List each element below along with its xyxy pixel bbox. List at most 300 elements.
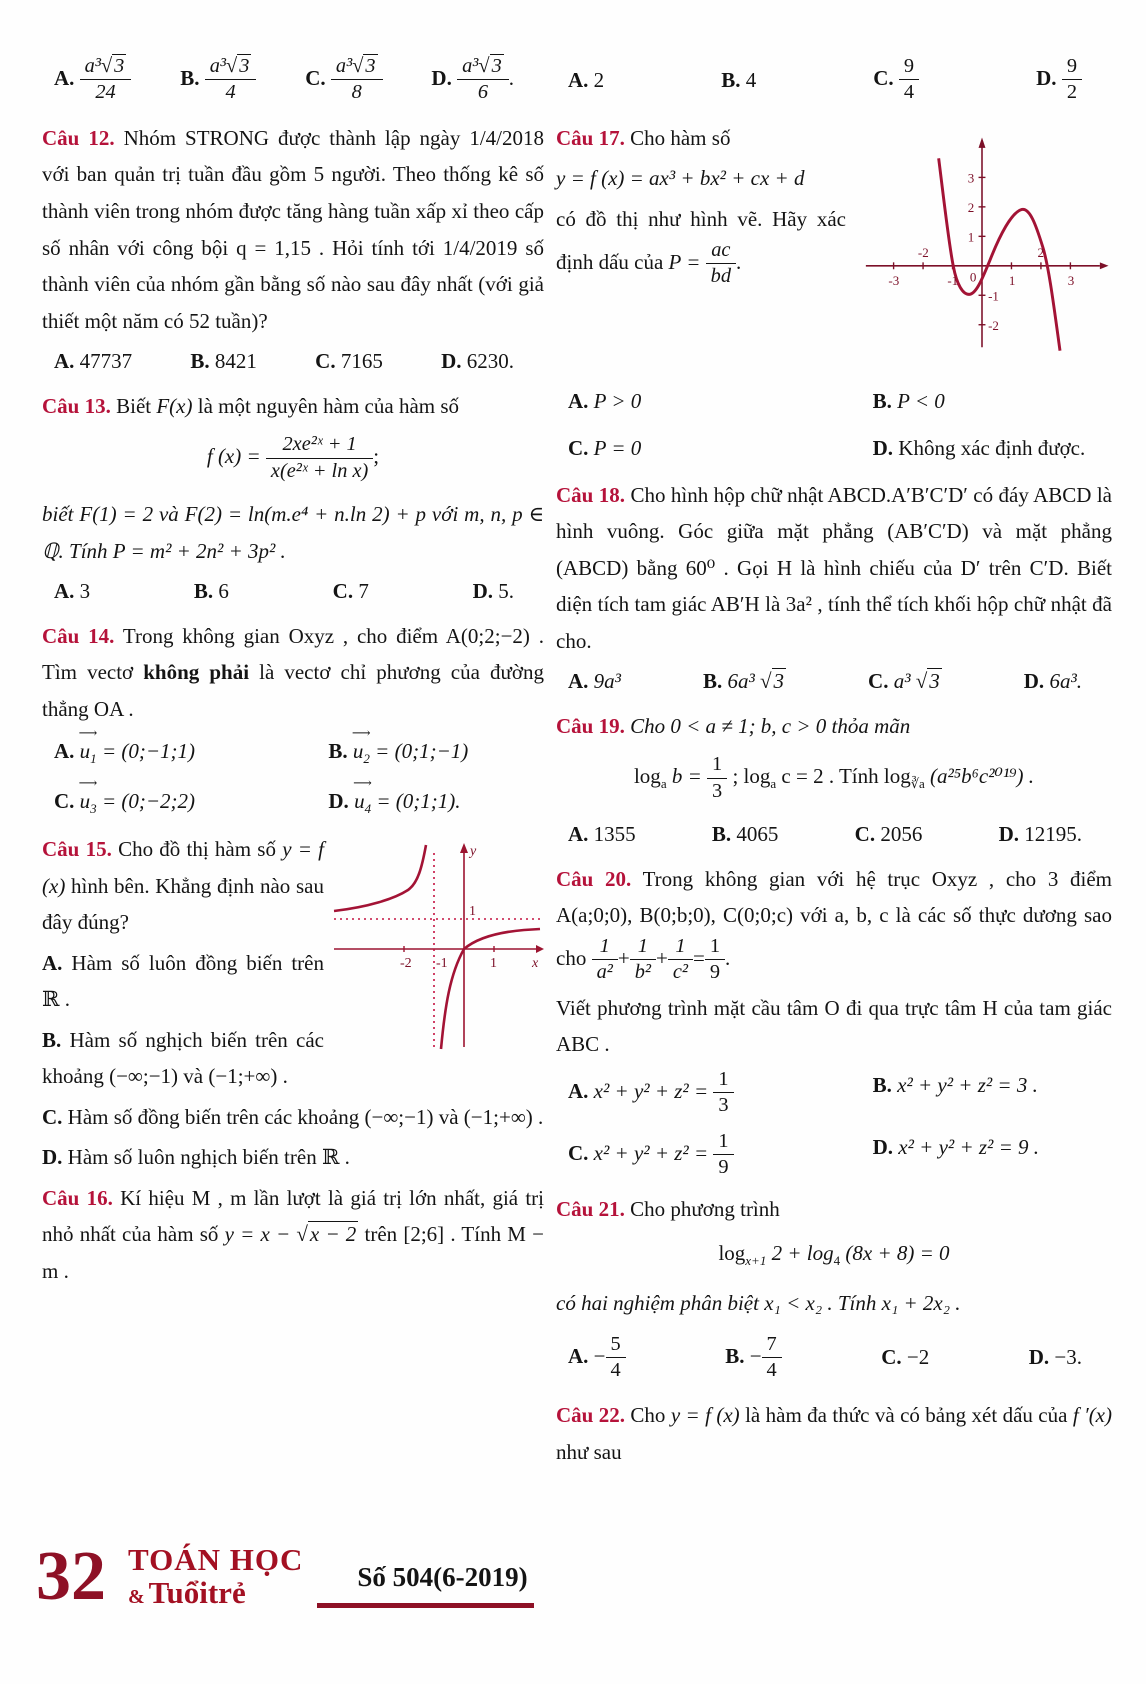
radicand: 3 bbox=[929, 669, 940, 694]
option-label: C. bbox=[881, 1345, 902, 1370]
option-text: a³ bbox=[893, 669, 916, 694]
question-text: hình bên. Khẳng định nào sau đây đúng? bbox=[42, 873, 324, 935]
q21-formula bbox=[556, 1235, 1112, 1273]
q12-option-c bbox=[315, 343, 383, 380]
numerator: 9 bbox=[1062, 54, 1082, 80]
logo-line-2 bbox=[128, 1577, 303, 1608]
option-text: Hàm số luôn đồng biến trên ℝ . bbox=[42, 950, 325, 1012]
q13-option-a bbox=[54, 573, 90, 610]
math-token: F(x) bbox=[156, 393, 193, 418]
math-token: ; bbox=[373, 443, 380, 468]
numerator: 1 bbox=[705, 934, 725, 960]
q14-option-d bbox=[328, 775, 544, 821]
option-label: D. bbox=[1023, 669, 1045, 694]
math-token: = bbox=[693, 945, 705, 970]
option-text: x² + y² + z² = 9 . bbox=[898, 1134, 1040, 1159]
option-label: B. bbox=[872, 1072, 892, 1097]
question-text: có hai nghiệm phân biệt x₁ < x₂ . Tính x₁ + 2x₂ . bbox=[556, 1291, 961, 1316]
option-label: B. bbox=[721, 67, 741, 92]
y-axis-label: y bbox=[470, 843, 477, 859]
x-tick-label: -1 bbox=[947, 272, 959, 288]
radicand: 3 bbox=[491, 55, 502, 77]
math-token: − bbox=[749, 1343, 762, 1368]
q13-option-c bbox=[333, 573, 369, 610]
x-tick-label: -1 bbox=[436, 955, 448, 971]
fraction bbox=[705, 934, 725, 986]
fraction bbox=[899, 54, 919, 106]
math-token: ; log bbox=[727, 764, 771, 789]
left-column bbox=[42, 44, 544, 1293]
option-label: A. bbox=[54, 349, 75, 374]
math-token: ∛a bbox=[910, 776, 925, 792]
q19-option-b bbox=[712, 816, 779, 853]
origin-label: 0 bbox=[969, 269, 977, 285]
math-token: x+1 bbox=[745, 1253, 767, 1269]
math-token: u bbox=[79, 739, 91, 764]
y-axis-arrow-icon bbox=[460, 843, 468, 853]
option-label: A. bbox=[568, 389, 589, 414]
q17-graph-wrap bbox=[852, 120, 1112, 382]
math-token: f (x) = bbox=[206, 443, 261, 468]
option-text: Hàm số luôn nghịch biến trên ℝ . bbox=[67, 1145, 350, 1170]
q16-option-b bbox=[721, 62, 756, 99]
question-text: Cho hàm số bbox=[630, 125, 731, 150]
fraction bbox=[706, 238, 736, 290]
option-label: C. bbox=[873, 65, 894, 90]
vector bbox=[78, 775, 97, 821]
radical-sign: √ bbox=[226, 55, 238, 77]
radical-sign: √ bbox=[352, 55, 364, 77]
option-label: D. bbox=[431, 65, 452, 90]
fraction bbox=[457, 54, 509, 106]
q13-option-d bbox=[473, 573, 514, 610]
question-text: Nhóm STRONG được thành lập ngày 1/4/2018 với ban quản trị tuần đầu gồm 5 người. Theo thống kê số thành viên trong nhóm được tăng hàng tuần xấp xỉ theo cấp số nhân với công bội q = 1,15 . Hỏi tính tới 1/4/2019 số thành viên của nhóm gần bằng số nào sau đây nhất (với giả thiết một năm có 52 tuần)? bbox=[42, 125, 545, 333]
option-text: 4 bbox=[745, 67, 757, 92]
math-token: − bbox=[593, 1343, 606, 1368]
q14-option-a bbox=[54, 725, 328, 771]
question-22 bbox=[556, 1397, 1112, 1470]
math-token: 2 + log bbox=[766, 1241, 834, 1266]
question-text: Trong không gian Oxyz , cho điểm A(0;2;−2) . Tìm vectơ bbox=[42, 623, 544, 685]
option-text: 47737 bbox=[79, 349, 133, 374]
page-number: 32 bbox=[36, 1538, 106, 1615]
q17-option-d bbox=[873, 430, 1112, 467]
logo-title: Tuổitrẻ bbox=[148, 1575, 246, 1610]
option-label: C. bbox=[568, 436, 589, 460]
math-token: 1 bbox=[90, 751, 97, 767]
numerator: 7 bbox=[762, 1332, 782, 1358]
question-label: Câu 15. bbox=[42, 836, 112, 861]
math-token: . bbox=[736, 249, 742, 274]
option-label: D. bbox=[872, 436, 894, 460]
fraction bbox=[1062, 54, 1082, 106]
math-token: . bbox=[508, 65, 514, 90]
option-label: B. bbox=[180, 65, 200, 90]
option-text: 9a³ bbox=[593, 669, 621, 694]
option-label: B. bbox=[193, 579, 214, 604]
q21-option-b bbox=[725, 1332, 782, 1384]
option-label: D. bbox=[328, 789, 349, 814]
numerator: 1 bbox=[592, 934, 618, 960]
q21-after bbox=[556, 1285, 1112, 1322]
q17-cubic-graph bbox=[852, 120, 1112, 370]
question-label: Câu 19. bbox=[556, 713, 625, 738]
math-token: b = bbox=[666, 764, 708, 789]
fraction bbox=[205, 54, 257, 106]
denominator: 2 bbox=[1066, 81, 1077, 104]
option-text: Hàm số nghịch biến trên các khoảng (−∞;−1) và (−1;+∞) . bbox=[42, 1027, 324, 1089]
fraction bbox=[331, 54, 383, 106]
option-label: C. bbox=[305, 65, 326, 90]
denominator: 9 bbox=[709, 961, 721, 984]
math-token: u bbox=[352, 739, 364, 764]
q13-condition bbox=[42, 496, 544, 569]
question-21 bbox=[556, 1191, 1112, 1228]
denominator: 3 bbox=[712, 779, 723, 802]
option-label: A. bbox=[568, 67, 589, 92]
question-text: Viết phương trình mặt cầu tâm O đi qua trực tâm H của tam giác ABC . bbox=[556, 995, 1112, 1057]
option-label: D. bbox=[998, 822, 1019, 847]
fraction bbox=[668, 934, 693, 986]
question-14 bbox=[42, 618, 544, 728]
q12-options-row bbox=[42, 343, 544, 380]
math-token: 4 bbox=[364, 801, 372, 817]
math-token: a bbox=[770, 776, 777, 792]
option-label: C. bbox=[332, 579, 354, 604]
x-axis-label: x bbox=[532, 955, 539, 971]
numerator: 1 bbox=[713, 1129, 733, 1155]
q16-options-row bbox=[556, 54, 1112, 106]
option-label: B. bbox=[42, 1027, 62, 1052]
math-token: 6 bbox=[477, 81, 488, 104]
x-axis-arrow-icon bbox=[1100, 262, 1109, 269]
q15-option-c bbox=[42, 1099, 544, 1136]
math-token: a³ bbox=[209, 55, 226, 77]
magazine-logo bbox=[128, 1544, 303, 1608]
denominator: c² bbox=[672, 961, 688, 984]
radical-sign: √ bbox=[760, 669, 772, 694]
denominator: x(e²ˣ + ln x) bbox=[270, 459, 369, 482]
question-text: Kí hiệu M , m lần lượt là giá trị lớn nhất, giá trị nhỏ nhất của hàm số bbox=[42, 1185, 545, 1247]
option-text: 3 bbox=[79, 579, 91, 604]
option-text: = (0;−1;1) bbox=[101, 739, 196, 764]
q20-options bbox=[556, 1067, 1112, 1181]
x-tick-label: -3 bbox=[888, 272, 900, 288]
math-token: 4 bbox=[833, 1253, 841, 1269]
question-text: là vectơ chỉ phương của đường thẳng OA . bbox=[42, 660, 545, 721]
fraction bbox=[630, 934, 656, 986]
radicand: 3 bbox=[239, 55, 250, 77]
denominator: 4 bbox=[766, 1359, 777, 1382]
question-13 bbox=[42, 388, 544, 425]
sqrt bbox=[226, 54, 251, 77]
option-text: 2056 bbox=[880, 822, 923, 847]
q19-option-c bbox=[855, 816, 923, 853]
y-tick-label: 3 bbox=[967, 170, 975, 186]
option-text: P = 0 bbox=[593, 436, 642, 460]
y-axis-arrow-icon bbox=[979, 137, 986, 147]
math-token: c = 2 . Tính log bbox=[776, 764, 911, 789]
math-token: u bbox=[79, 789, 91, 814]
option-text: 2 bbox=[593, 67, 605, 92]
q20-option-b bbox=[873, 1067, 1112, 1119]
numerator: 9 bbox=[899, 54, 919, 80]
q18-option-c bbox=[868, 663, 942, 700]
x-axis-arrow-icon bbox=[536, 945, 544, 953]
math-token: y = f (x) bbox=[42, 836, 324, 898]
fraction bbox=[713, 1129, 733, 1181]
math-token bbox=[457, 54, 509, 80]
y-tick-label: 2 bbox=[967, 200, 975, 216]
fraction bbox=[606, 1332, 626, 1384]
q16-option-a bbox=[568, 62, 604, 99]
option-label: C. bbox=[868, 669, 889, 694]
q14-option-c bbox=[54, 775, 328, 821]
math-token: (a²⁵b⁶c²⁰¹⁹) . bbox=[924, 764, 1035, 789]
q18-options-row bbox=[556, 663, 1112, 700]
q17-formula: y = f (x) = ax³ + bx² + cx + d bbox=[556, 166, 805, 191]
denominator: bd bbox=[710, 265, 732, 287]
math-token: 3 bbox=[90, 801, 97, 817]
sqrt bbox=[296, 1221, 358, 1246]
sqrt bbox=[101, 54, 126, 77]
option-label: A. bbox=[54, 739, 75, 764]
radicand: x − 2 bbox=[309, 1222, 357, 1247]
x-tick-label: -2 bbox=[917, 245, 929, 261]
q14-option-b bbox=[328, 725, 544, 771]
option-text: 6a³ bbox=[727, 669, 761, 694]
math-token: (8x + 8) = 0 bbox=[840, 1241, 950, 1266]
q17-text bbox=[556, 120, 852, 294]
math-token: a bbox=[660, 776, 667, 792]
math-token: log bbox=[718, 1241, 746, 1266]
option-label: B. bbox=[702, 669, 723, 694]
fraction bbox=[592, 934, 618, 986]
q14-options bbox=[42, 725, 544, 821]
q11-option-a bbox=[54, 54, 131, 106]
option-text: 6a³. bbox=[1049, 669, 1082, 694]
question-label: Câu 16. bbox=[42, 1185, 113, 1210]
math-token: y = f (x) bbox=[670, 1403, 740, 1428]
option-label: A. bbox=[568, 1078, 589, 1103]
sqrt bbox=[352, 54, 377, 77]
option-label: D. bbox=[472, 579, 493, 604]
option-text: 6230. bbox=[466, 349, 514, 374]
q21-option-c bbox=[881, 1339, 929, 1376]
q17-option-b bbox=[873, 383, 1112, 420]
option-text: x² + y² + z² = bbox=[593, 1078, 709, 1103]
q20-option-d bbox=[873, 1129, 1112, 1181]
question-text: Cho 0 < a ≠ 1; b, c > 0 thỏa mãn bbox=[630, 713, 911, 738]
question-16 bbox=[42, 1180, 544, 1290]
question-label: Câu 17. bbox=[556, 125, 625, 150]
question-label: Câu 14. bbox=[42, 623, 115, 648]
denominator: 9 bbox=[718, 1156, 729, 1179]
math-token: + bbox=[617, 945, 630, 970]
issue-number: Số 504(6-2019) bbox=[357, 1562, 528, 1592]
radicand: 3 bbox=[365, 55, 376, 77]
vector-arrow-icon: ⟶ bbox=[353, 775, 371, 791]
q11-option-c bbox=[305, 54, 382, 106]
math-token bbox=[80, 54, 132, 80]
math-token: u bbox=[354, 789, 365, 814]
vector bbox=[351, 725, 370, 771]
curve-left-branch bbox=[334, 845, 426, 911]
question-12 bbox=[42, 120, 544, 339]
q11-option-d bbox=[431, 54, 514, 106]
numerator: 1 bbox=[630, 934, 656, 960]
option-text: P > 0 bbox=[593, 389, 642, 414]
denominator: a² bbox=[596, 961, 613, 984]
option-text: −2 bbox=[906, 1345, 930, 1370]
q19-options-row bbox=[556, 816, 1112, 853]
q19-formula bbox=[556, 752, 1112, 804]
x-tick-label: 1 bbox=[490, 955, 497, 971]
question-text: có đồ thị như hình vẽ. Hãy xác định dấu của bbox=[556, 207, 846, 274]
math-token: 2 bbox=[363, 751, 370, 767]
option-label: D. bbox=[872, 1134, 894, 1159]
option-label: A. bbox=[568, 669, 589, 694]
issue-wrap bbox=[317, 1562, 533, 1608]
question-18 bbox=[556, 477, 1112, 660]
option-text: = (0;1;1). bbox=[376, 789, 461, 814]
option-text: x² + y² + z² = bbox=[593, 1140, 709, 1165]
option-label: D. bbox=[1036, 65, 1057, 90]
q18-option-d bbox=[1024, 663, 1082, 700]
numerator: 1 bbox=[668, 934, 693, 960]
option-label: D. bbox=[441, 349, 462, 374]
math-token: P = bbox=[668, 249, 701, 274]
option-text: 12195. bbox=[1024, 822, 1082, 847]
fraction bbox=[707, 752, 727, 804]
curve-right-branch bbox=[441, 929, 540, 1049]
q17-option-c bbox=[568, 430, 873, 467]
question-label: Câu 22. bbox=[556, 1403, 625, 1428]
logo-ampersand: & bbox=[128, 1586, 145, 1608]
q19-option-d bbox=[999, 816, 1082, 853]
question-label: Câu 18. bbox=[556, 482, 626, 507]
question-label: Câu 20. bbox=[556, 866, 632, 891]
option-label: C. bbox=[854, 822, 876, 847]
logo-line-1: TOÁN HỌC bbox=[128, 1542, 304, 1577]
fraction bbox=[80, 54, 132, 106]
option-label: B. bbox=[190, 349, 210, 374]
question-text: như sau bbox=[556, 1440, 622, 1465]
denominator: 3 bbox=[718, 1094, 729, 1117]
q18-option-a bbox=[568, 663, 621, 700]
option-text: = (0;1;−1) bbox=[375, 739, 469, 764]
denominator: 4 bbox=[903, 81, 915, 104]
q13-option-b bbox=[194, 573, 229, 610]
radicand: 3 bbox=[773, 669, 785, 694]
numerator: ac bbox=[706, 238, 736, 264]
option-label: A. bbox=[54, 65, 75, 90]
q20-option-a bbox=[568, 1067, 873, 1119]
math-token: f ′(x) bbox=[1072, 1403, 1112, 1428]
numerator: 1 bbox=[713, 1067, 733, 1093]
option-text: −3. bbox=[1054, 1345, 1082, 1370]
option-label: C. bbox=[315, 349, 336, 374]
option-label: B. bbox=[872, 389, 892, 414]
fraction bbox=[762, 1332, 782, 1384]
question-text: Trong không gian với hệ trục Oxyz , cho 3 điểm A(a;0;0), B(0;b;0), C(0;0;c) với a, b, c là các số thực dương sao cho bbox=[556, 866, 1112, 970]
option-label: A. bbox=[568, 822, 589, 847]
math-token: 8 bbox=[351, 81, 362, 104]
option-text: Không xác định được. bbox=[898, 436, 1086, 460]
option-text: x² + y² + z² = 3 . bbox=[897, 1072, 1038, 1097]
question-label: Câu 21. bbox=[556, 1196, 625, 1221]
option-label: B. bbox=[725, 1343, 745, 1368]
option-text: Hàm số đồng biến trên các khoảng (−∞;−1) và (−1;+∞) . bbox=[67, 1104, 544, 1129]
question-text: Cho hình hộp chữ nhật ABCD.A′B′C′D′ có đáy ABCD là hình vuông. Góc giữa mặt phẳng (AB′C′D) và mặt phẳng (ABCD) bằng 60⁰ . Gọi H là hình chiếu của D′ trên C′D. Biết diện tích tam giác AB′H là 3a² , tính thể tích khối hộp chữ nhật đã cho. bbox=[556, 482, 1112, 653]
q15-function-graph bbox=[332, 841, 544, 1053]
denominator: b² bbox=[634, 961, 652, 984]
page-footer bbox=[36, 1538, 556, 1615]
option-label: D. bbox=[42, 1145, 63, 1170]
vector-arrow-icon: ⟶ bbox=[78, 775, 97, 791]
q16-option-c bbox=[873, 54, 919, 106]
y-tick-label: -1 bbox=[988, 288, 999, 304]
vector-arrow-icon: ⟶ bbox=[351, 725, 370, 741]
option-label: C. bbox=[568, 1140, 589, 1165]
math-token: a³ bbox=[335, 55, 353, 77]
right-column bbox=[556, 44, 1112, 1475]
question-text: là hàm đa thức và có bảng bbox=[739, 1403, 967, 1428]
option-label: A. bbox=[54, 579, 75, 604]
fraction bbox=[713, 1067, 733, 1119]
q17-options bbox=[556, 383, 1112, 466]
math-token: 4 bbox=[225, 81, 236, 104]
question-text: Cho bbox=[630, 1403, 671, 1428]
q20-option-c bbox=[568, 1129, 873, 1181]
option-label: B. bbox=[328, 739, 348, 764]
option-label: B. bbox=[711, 822, 732, 847]
emphasis-text: không phải bbox=[143, 660, 250, 685]
q16-option-d bbox=[1036, 54, 1082, 106]
math-token: log bbox=[633, 764, 661, 789]
question-text: là một nguyên hàm của hàm số bbox=[192, 393, 460, 418]
x-tick-label: 2 bbox=[1037, 245, 1044, 261]
question-text: Cho đồ thị hàm số bbox=[118, 836, 283, 861]
y-tick-label: 1 bbox=[967, 229, 975, 245]
option-label: C. bbox=[42, 1104, 63, 1129]
option-text: = (0;−2;2) bbox=[101, 789, 196, 814]
sqrt bbox=[478, 54, 503, 77]
fraction bbox=[266, 432, 373, 484]
question-19 bbox=[556, 708, 1112, 745]
radical-sign: √ bbox=[100, 55, 113, 77]
question-text: xét dấu của bbox=[971, 1403, 1073, 1428]
sqrt bbox=[916, 668, 942, 693]
option-text: 8421 bbox=[214, 349, 257, 374]
math-token: biết F(1) = 2 và F(2) = ln(m.e⁴ + n.ln 2) + p với m, n, p ∈ ℚ. Tính P = m² + 2n² + 3p² . bbox=[42, 502, 544, 563]
question-text: Cho phương trình bbox=[630, 1196, 780, 1221]
q12-option-b bbox=[190, 343, 257, 380]
radical-sign: √ bbox=[915, 669, 928, 694]
q21-option-d bbox=[1029, 1339, 1082, 1376]
question-17 bbox=[556, 120, 846, 157]
y-tick-label: -2 bbox=[988, 317, 999, 333]
math-token: a³ bbox=[462, 55, 479, 77]
question-17-block bbox=[556, 120, 1112, 382]
x-tick-label: 1 bbox=[1008, 272, 1016, 288]
q20-text2 bbox=[556, 990, 1112, 1063]
option-text: 6 bbox=[218, 579, 229, 604]
q12-option-a bbox=[54, 343, 132, 380]
question-text bbox=[556, 201, 846, 289]
option-label: C. bbox=[54, 789, 75, 814]
option-text: 7165 bbox=[340, 349, 383, 374]
